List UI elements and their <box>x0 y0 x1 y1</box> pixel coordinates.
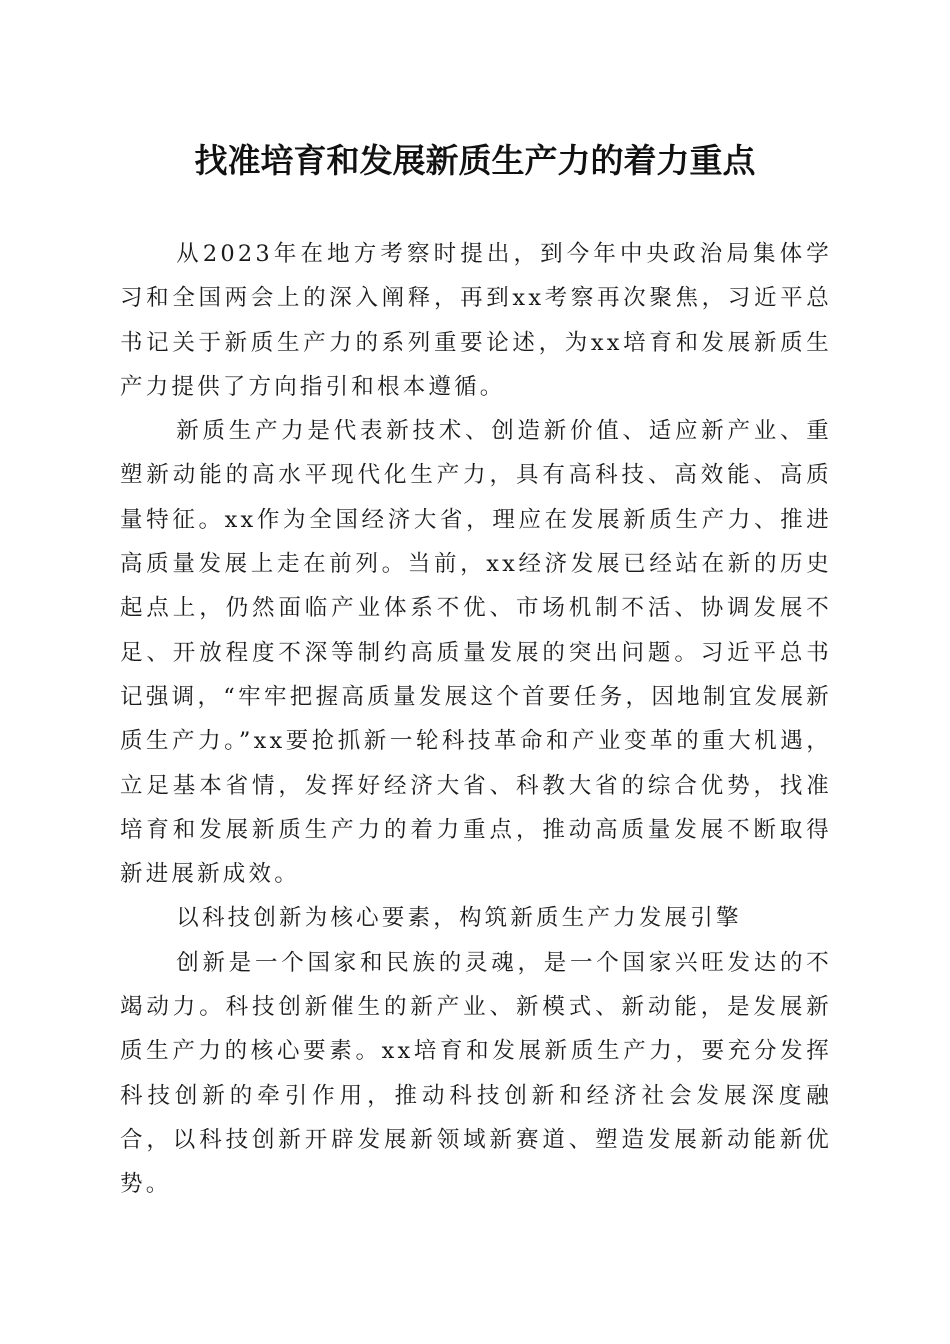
paragraph: 从2023年在地方考察时提出，到今年中央政治局集体学习和全国两会上的深入阐释，再到xx考察再次聚焦，习近平总书记关于新质生产力的系列重要论述，为xx培育和发展新质生产力提供了方向指引和根本遵循。 <box>120 241 832 400</box>
paragraph: 新质生产力是代表新技术、创造新价值、适应新产业、重塑新动能的高水平现代化生产力，具有高科技、高效能、高质量特征。xx作为全国经济大省，理应在发展新质生产力、推进高质量发展上走在前列。当前，xx经济发展已经站在新的历史起点上，仍然面临产业体系不优、市场机制不活、协调发展不足、开放程度不深等制约高质量发展的突出问题。习近平总书记强调，“牢牢把握高质量发展这个首要任务，因地制宜发展新质生产力。”xx要抢抓新一轮科技革命和产业变革的重大机遇，立足基本省情，发挥好经济大省、科教大省的综合优势，找准培育和发展新质生产力的着力重点，推动高质量发展不断取得新进展新成效。 <box>120 418 832 888</box>
document-body <box>120 232 832 1207</box>
section-heading: 以科技创新为核心要素，构筑新质生产力发展引擎 <box>176 905 742 932</box>
document-title: 找准培育和发展新质生产力的着力重点 <box>194 141 756 180</box>
paragraph: 创新是一个国家和民族的灵魂，是一个国家兴旺发达的不竭动力。科技创新催生的新产业、新模式、新动能，是发展新质生产力的核心要素。xx培育和发展新质生产力，要充分发挥科技创新的牵引作用，推动科技创新和经济社会发展深度融合，以科技创新开辟发展新领域新赛道、塑造发展新动能新优势。 <box>120 949 832 1198</box>
